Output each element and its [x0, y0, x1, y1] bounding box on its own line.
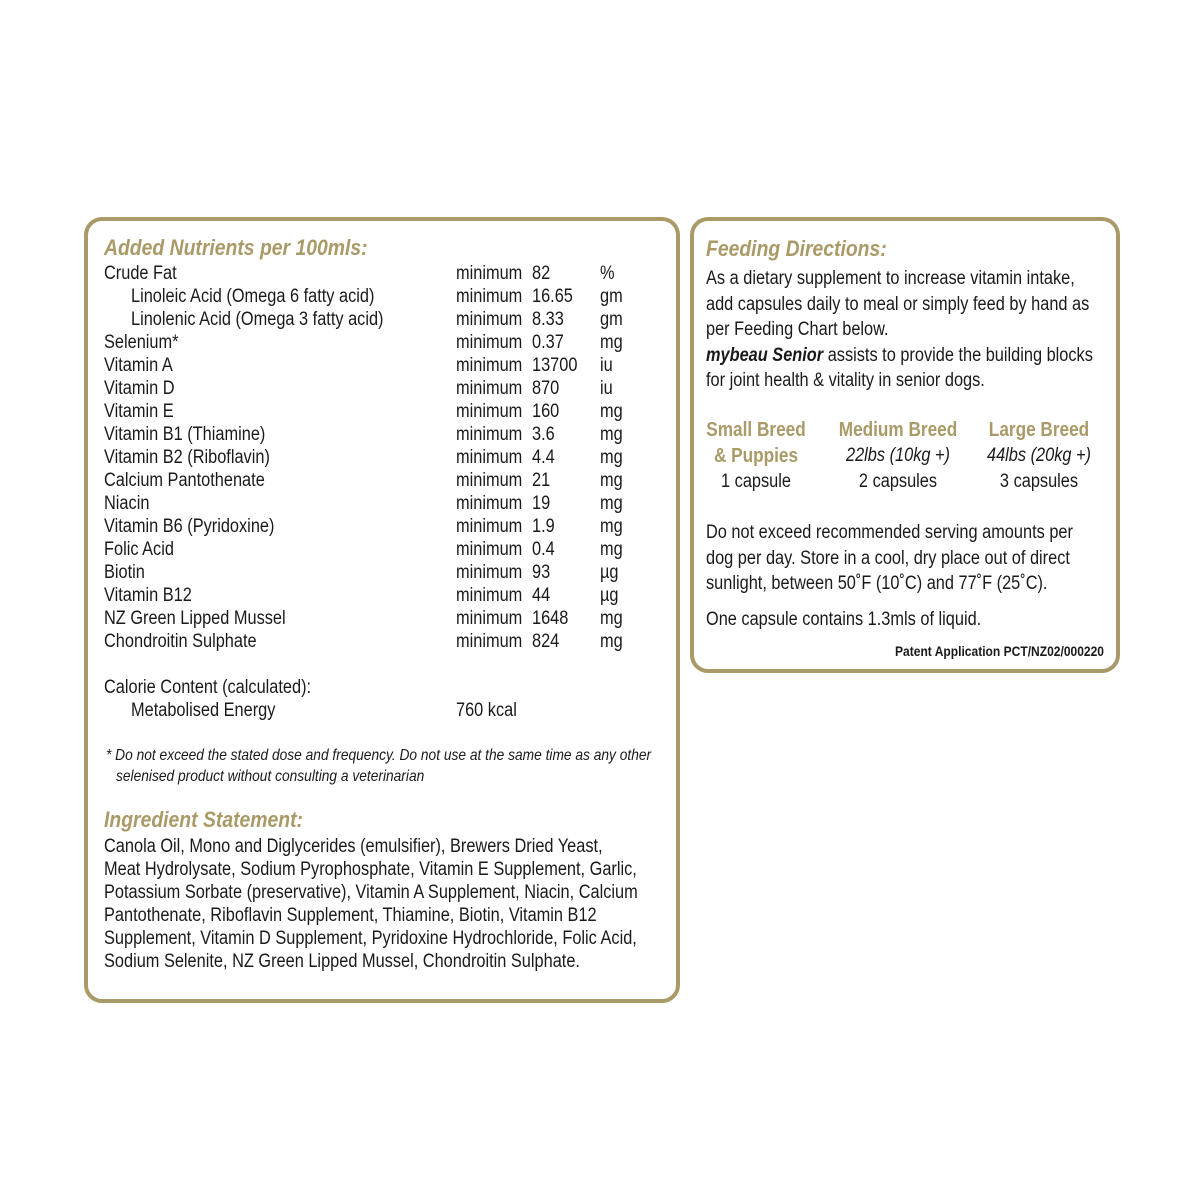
nutrient-value: 13700: [532, 355, 578, 376]
feeding-chart-small: [686, 417, 826, 495]
nutrient-unit: mg: [600, 470, 623, 491]
brand-line2: for joint health & vitality in senior dogs.: [706, 370, 985, 391]
nutrient-unit: mg: [600, 332, 623, 353]
nutrient-value: 16.65: [532, 286, 573, 307]
nutrient-value: 8.33: [532, 309, 564, 330]
nutrient-value: 44: [532, 585, 551, 606]
nutrient-unit: mg: [600, 516, 623, 537]
ingredient-line: Supplement, Vitamin D Supplement, Pyridoxine Hydrochloride, Folic Acid,: [104, 928, 637, 949]
nutrient-unit: mg: [600, 539, 623, 560]
nutrient-qualifier: minimum: [456, 401, 523, 422]
patent-text: Patent Application PCT/NZ02/000220: [895, 643, 1104, 659]
nutrient-name: Chondroitin Sulphate: [104, 631, 257, 652]
nutrient-name: Folic Acid: [104, 539, 174, 560]
nutrient-value: 870: [532, 378, 560, 399]
nutrient-row: [88, 631, 676, 654]
nutrient-name: Vitamin B12: [104, 585, 192, 606]
ingredient-line: Meat Hydrolysate, Sodium Pyrophosphate, Vitamin E Supplement, Garlic,: [104, 859, 637, 880]
nutrient-qualifier: minimum: [456, 493, 523, 514]
nutrient-qualifier: minimum: [456, 355, 523, 376]
nutrient-row: [88, 539, 676, 562]
chart-title: Medium Breed: [838, 419, 958, 441]
nutrient-qualifier: minimum: [456, 286, 523, 307]
warning-line: sunlight, between 50˚F (10˚C) and 77˚F (25˚C).: [706, 573, 1048, 594]
nutrient-qualifier: minimum: [456, 309, 523, 330]
ingredient-line: Pantothenate, Riboflavin Supplement, Thiamine, Biotin, Vitamin B12: [104, 905, 597, 926]
nutrient-value: 824: [532, 631, 560, 652]
nutrient-name: Vitamin B6 (Pyridoxine): [104, 516, 275, 537]
nutrient-value: 93: [532, 562, 551, 583]
nutrient-name: NZ Green Lipped Mussel: [104, 608, 286, 629]
intro-line: per Feeding Chart below.: [706, 319, 889, 340]
nutrient-name: Biotin: [104, 562, 145, 583]
nutrient-value: 1.9: [532, 516, 555, 537]
nutrient-name: Niacin: [104, 493, 150, 514]
nutrient-row: [88, 263, 676, 286]
chart-weight: 22lbs (10kg +): [845, 445, 951, 466]
nutrient-value: 3.6: [532, 424, 555, 445]
nutrients-panel: [84, 217, 680, 1003]
nutrient-unit: mg: [600, 447, 623, 468]
chart-title: Small Breed: [706, 419, 806, 441]
nutrient-unit: gm: [600, 286, 623, 307]
nutrient-row: [88, 332, 676, 355]
nutrient-qualifier: minimum: [456, 447, 523, 468]
nutrient-name: Vitamin D: [104, 378, 175, 399]
nutrients-heading: Added Nutrients per 100mls:: [104, 235, 368, 260]
feeding-warning: [706, 520, 1073, 597]
nutrient-value: 160: [532, 401, 560, 422]
nutrient-qualifier: minimum: [456, 608, 523, 629]
chart-title: Large Breed: [988, 419, 1090, 441]
ingredient-line: Sodium Selenite, NZ Green Lipped Mussel, Chondroitin Sulphate.: [104, 951, 580, 972]
nutrient-unit: gm: [600, 309, 623, 330]
footnote-line2: selenised product without consulting a veterinarian: [116, 768, 425, 785]
energy-value: 760 kcal: [456, 700, 517, 721]
nutrient-qualifier: minimum: [456, 539, 523, 560]
nutrient-name: Selenium*: [104, 332, 179, 353]
nutrient-value: 0.37: [532, 332, 564, 353]
chart-dose: 1 capsule: [721, 471, 791, 492]
nutrient-row: [88, 608, 676, 631]
calorie-label: Calorie Content (calculated):: [104, 677, 312, 698]
nutrient-row: [88, 470, 676, 493]
nutrient-unit: iu: [600, 378, 613, 399]
nutrient-row: [88, 585, 676, 608]
nutrient-unit: mg: [600, 608, 623, 629]
brand-name: mybeau Senior: [706, 344, 824, 366]
nutrient-qualifier: minimum: [456, 378, 523, 399]
nutrient-qualifier: minimum: [456, 585, 523, 606]
nutrient-unit: mg: [600, 493, 623, 514]
nutrient-value: 19: [532, 493, 551, 514]
capsule-note: One capsule contains 1.3mls of liquid.: [706, 609, 982, 630]
footnote-line1: * Do not exceed the stated dose and frequency. Do not use at the same time as any other: [106, 747, 652, 764]
nutrient-unit: µg: [600, 562, 619, 583]
warning-line: Do not exceed recommended serving amounts per: [706, 522, 1073, 543]
nutrient-unit: mg: [600, 401, 623, 422]
nutrient-unit: µg: [600, 585, 619, 606]
nutrient-value: 82: [532, 263, 551, 284]
nutrient-name: Vitamin B2 (Riboflavin): [104, 447, 270, 468]
nutrient-unit: iu: [600, 355, 613, 376]
nutrient-row: [88, 447, 676, 470]
intro-line: add capsules daily to meal or simply feed by hand as: [706, 293, 1090, 315]
nutrient-unit: %: [600, 263, 615, 284]
nutrient-row: [88, 424, 676, 447]
nutrient-row: [88, 401, 676, 424]
ingredient-line: Canola Oil, Mono and Diglycerides (emulsifier), Brewers Dried Yeast,: [104, 836, 603, 857]
nutrient-name: Linoleic Acid (Omega 6 fatty acid): [131, 286, 375, 307]
nutrient-row: [88, 378, 676, 401]
nutrient-row: [88, 562, 676, 585]
nutrient-row: [88, 493, 676, 516]
nutrient-value: 21: [532, 470, 551, 491]
nutrient-name: Linolenic Acid (Omega 3 fatty acid): [131, 309, 384, 330]
chart-dose: 2 capsules: [858, 471, 938, 492]
nutrient-name: Vitamin A: [104, 355, 173, 376]
nutrient-unit: mg: [600, 424, 623, 445]
ingredient-statement: [104, 835, 638, 973]
intro-line: As a dietary supplement to increase vitamin intake,: [706, 268, 1075, 289]
chart-title: & Puppies: [713, 445, 799, 467]
nutrient-unit: mg: [600, 631, 623, 652]
nutrient-row: [88, 516, 676, 539]
ingredient-line: Potassium Sorbate (preservative), Vitamin A Supplement, Niacin, Calcium: [104, 882, 638, 903]
nutrient-qualifier: minimum: [456, 516, 523, 537]
feeding-heading: Feeding Directions:: [706, 236, 887, 261]
warning-line: dog per day. Store in a cool, dry place out of direct: [706, 547, 1070, 569]
chart-dose: 3 capsules: [999, 471, 1079, 492]
nutrient-name: Vitamin E: [104, 401, 174, 422]
nutrient-qualifier: minimum: [456, 562, 523, 583]
nutrient-qualifier: minimum: [456, 263, 523, 284]
nutrient-row: [88, 355, 676, 378]
nutrient-name: Vitamin B1 (Thiamine): [104, 424, 266, 445]
nutrient-row: [88, 309, 676, 332]
nutrient-qualifier: minimum: [456, 424, 523, 445]
nutrient-qualifier: minimum: [456, 470, 523, 491]
feeding-chart-large: [969, 417, 1109, 495]
ingredients-heading: Ingredient Statement:: [104, 807, 304, 832]
energy-label: Metabolised Energy: [131, 700, 276, 721]
nutrient-value: 4.4: [532, 447, 555, 468]
nutrient-value: 0.4: [532, 539, 555, 560]
brand-line-rest: assists to provide the building blocks: [823, 344, 1093, 366]
nutrient-qualifier: minimum: [456, 332, 523, 353]
nutrient-name: Crude Fat: [104, 263, 177, 284]
nutrient-qualifier: minimum: [456, 631, 523, 652]
feeding-panel: [690, 217, 1120, 673]
chart-weight: 44lbs (20kg +): [986, 445, 1092, 466]
feeding-intro: [706, 266, 1093, 394]
nutrient-name: Calcium Pantothenate: [104, 470, 265, 491]
nutrient-value: 1648: [532, 608, 569, 629]
feeding-chart-medium: [828, 417, 968, 495]
nutrient-row: [88, 286, 676, 309]
